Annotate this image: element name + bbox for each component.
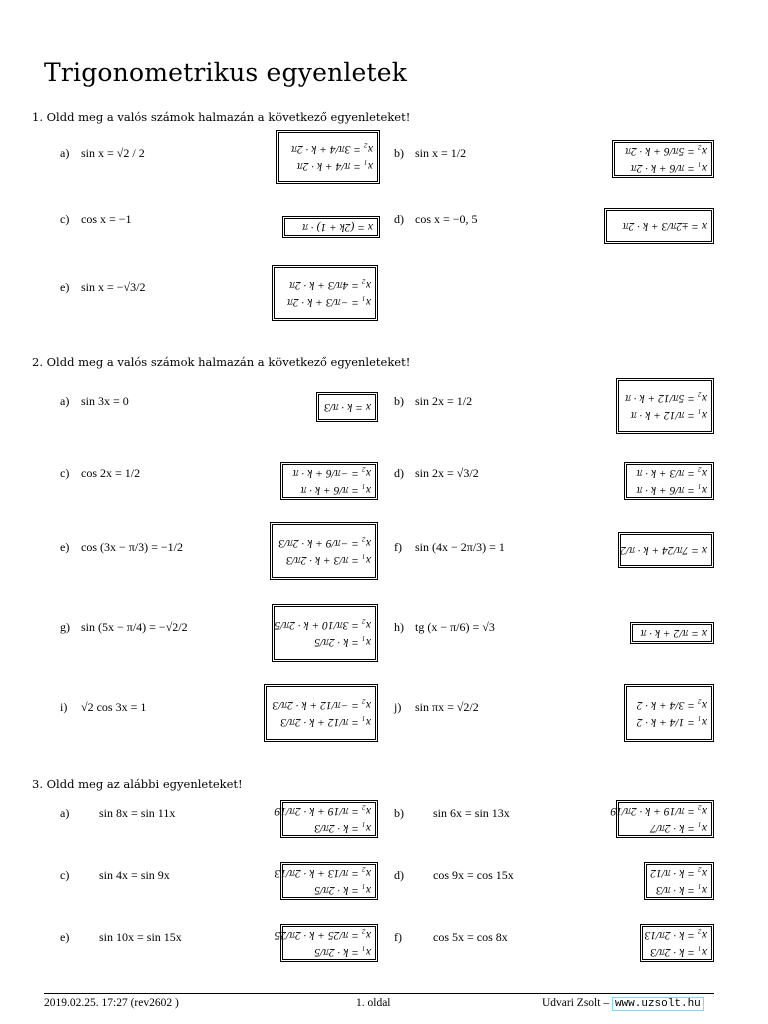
answer-line: x₂ = π/25 + k · 2π/25	[274, 929, 371, 941]
problem-label: e)	[60, 540, 70, 554]
problem-equation: sin 10x = sin 15x	[99, 930, 182, 944]
answer-line: x₂ = 4π/3 + k · 2π	[289, 279, 371, 291]
answer-box-3b	[610, 800, 714, 838]
answer-line: x₁ = π/3 + k · 2π/3	[285, 553, 371, 566]
answer-line: x₂ = 3π/4 + k · 2π	[291, 143, 373, 155]
answer-line: x₂ = π/19 + k · 2π/19	[274, 805, 371, 817]
problem-equation: √2 cos 3x = 1	[81, 700, 147, 714]
problem-label: f)	[394, 930, 402, 944]
answer-line: x = ±2π/3 + k · 2π	[622, 220, 707, 233]
problem-equation: sin 2x = 1/2	[415, 394, 473, 408]
problem-label: d)	[394, 466, 404, 480]
footer-website-link[interactable]: www.uzsolt.hu	[612, 997, 704, 1011]
problem-2c	[60, 466, 140, 481]
problem-label: a)	[60, 146, 70, 160]
problem-equation: cos (3x − π/3) = −1/2	[81, 540, 184, 554]
problem-equation: cos 2x = 1/2	[81, 466, 141, 480]
problem-label: j)	[394, 700, 402, 714]
answer-line: x₂ = −π/9 + k · 2π/3	[278, 537, 371, 549]
problem-2i	[60, 700, 146, 715]
problem-equation: sin 4x = sin 9x	[99, 868, 170, 882]
problem-2b	[394, 394, 472, 409]
answer-line: x₂ = 3/4 + k · 2	[636, 699, 707, 711]
problem-equation: sin (5x − π/4) = −√2/2	[81, 620, 188, 634]
answer-box-3f	[640, 924, 714, 962]
answer-line: x₂ = −π/6 + k · π	[292, 467, 371, 479]
problem-1c	[60, 212, 132, 227]
problem-3f	[394, 930, 508, 945]
answer-line: x₁ = π/12 + k · π	[630, 408, 707, 421]
problem-2f	[394, 540, 505, 555]
answer-line: x₁ = k · π/3	[655, 883, 707, 896]
footer-author-name: Udvari Zsolt –	[542, 997, 610, 1009]
problem-2h	[394, 620, 495, 635]
answer-line: x = π/2 + k · π	[640, 627, 707, 640]
problem-2d	[394, 466, 479, 481]
page-title: Trigonometrikus egyenletek	[44, 58, 408, 87]
answer-line: x₂ = π/13 + k · 2π/13	[274, 867, 371, 879]
problem-label: f)	[394, 540, 402, 554]
problem-1d	[394, 212, 478, 227]
problem-1b	[394, 146, 466, 161]
section-1-heading: 1. Oldd meg a valós számok halmazán a következő egyenleteket!	[32, 110, 411, 124]
answer-line: x₁ = k · 2π/5	[314, 635, 371, 648]
problem-3d	[394, 868, 514, 883]
problem-label: e)	[60, 280, 70, 294]
answer-line: x₂ = 5π/12 + k · π	[625, 392, 707, 404]
answer-line: x₁ = 1/4 + k · 2	[636, 715, 707, 728]
answer-line: x₁ = k · 2π/7	[650, 821, 707, 834]
answer-line: x₁ = −π/3 + k · 2π	[287, 295, 371, 308]
problem-3e	[60, 930, 182, 945]
answer-box-1e	[272, 265, 378, 321]
answer-line: x₂ = 3π/10 + k · 2π/5	[274, 619, 371, 631]
problem-equation: sin πx = √2/2	[415, 700, 479, 714]
footer-timestamp: 2019.02.25. 17:27 (rev2602 )	[44, 997, 179, 1009]
problem-equation: sin 2x = √3/2	[415, 466, 479, 480]
problem-3c	[60, 868, 170, 883]
answer-line: x₂ = 5π/6 + k · 2π	[625, 145, 707, 157]
problem-label: d)	[394, 868, 404, 882]
problem-label: d)	[394, 212, 404, 226]
answer-line: x = k · π/3	[323, 401, 371, 414]
problem-3b	[394, 806, 510, 821]
answer-line: x₁ = π/6 + k · π	[636, 483, 707, 496]
problem-label: b)	[394, 806, 404, 820]
problem-equation: cos 9x = cos 15x	[433, 868, 514, 882]
answer-box-2c	[280, 462, 378, 500]
answer-line: x₁ = k · 2π/3	[650, 945, 707, 958]
problem-equation: sin (4x − 2π/3) = 1	[415, 540, 505, 554]
problem-label: a)	[60, 806, 70, 820]
answer-line: x₂ = k · π/12	[650, 867, 707, 879]
section-3-heading: 3. Oldd meg az alábbi egyenleteket!	[32, 777, 243, 791]
problem-label: a)	[60, 394, 70, 408]
problem-equation: sin x = 1/2	[415, 146, 467, 160]
problem-equation: sin 6x = sin 13x	[433, 806, 510, 820]
footer-page-number: 1. oldal	[356, 997, 391, 1009]
section-2-heading: 2. Oldd meg a valós számok halmazán a következő egyenleteket!	[32, 355, 411, 369]
answer-line: x = 7π/24 + k · π/2	[620, 544, 707, 557]
answer-line: x₂ = π/19 + k · 2π/19	[610, 805, 707, 817]
problem-label: b)	[394, 146, 404, 160]
answer-box-2j	[624, 684, 714, 742]
answer-line: x₁ = π/6 + k · 2π	[630, 161, 707, 174]
answer-box-3e	[274, 924, 378, 962]
footer-divider	[44, 993, 714, 994]
problem-label: c)	[60, 868, 70, 882]
answer-line: x = (2k + 1) · π	[302, 221, 373, 234]
answer-box-2h	[630, 622, 714, 644]
answer-line: x₁ = π/12 + k · 2π/3	[280, 715, 371, 728]
answer-line: x₁ = k · 2π/5	[314, 883, 371, 896]
problem-equation: cos 5x = cos 8x	[433, 930, 508, 944]
problem-2g	[60, 620, 188, 635]
problem-2j	[394, 700, 479, 715]
answer-box-1c	[282, 216, 380, 238]
answer-line: x₁ = k · 2π/5	[314, 945, 371, 958]
answer-box-1b	[612, 140, 714, 178]
answer-box-2e	[270, 522, 378, 580]
problem-equation: sin x = −√3/2	[81, 280, 146, 294]
problem-2e	[60, 540, 183, 555]
problem-label: e)	[60, 930, 70, 944]
answer-line: x₂ = k · 2π/13	[644, 929, 707, 941]
problem-equation: sin 3x = 0	[81, 394, 129, 408]
problem-label: g)	[60, 620, 70, 634]
problem-1a	[60, 146, 145, 161]
problem-equation: sin x = √2 / 2	[81, 146, 145, 160]
answer-box-3d	[644, 862, 714, 900]
answer-box-3c	[274, 862, 378, 900]
answer-line: x₂ = π/3 + k · π	[636, 467, 707, 479]
answer-box-2i	[264, 684, 378, 742]
answer-line: x₂ = −π/12 + k · 2π/3	[272, 699, 371, 711]
answer-box-2b	[616, 378, 714, 434]
problem-label: c)	[60, 212, 70, 226]
problem-label: i)	[60, 700, 68, 714]
problem-equation: cos x = −1	[81, 212, 132, 226]
problem-2a	[60, 394, 129, 409]
answer-box-1a	[276, 130, 380, 184]
problem-3a	[60, 806, 175, 821]
problem-label: c)	[60, 466, 70, 480]
answer-box-3a	[274, 800, 378, 838]
problem-equation: cos x = −0, 5	[415, 212, 478, 226]
answer-box-2d	[624, 462, 714, 500]
answer-line: x₁ = k · 2π/3	[314, 821, 371, 834]
answer-box-1d	[604, 208, 714, 244]
problem-label: b)	[394, 394, 404, 408]
footer-author	[542, 997, 704, 1010]
answer-box-2g	[272, 604, 378, 662]
answer-box-2a	[316, 392, 378, 422]
answer-line: x₁ = π/4 + k · 2π	[296, 159, 373, 172]
answer-line: x₁ = π/6 + k · π	[300, 483, 371, 496]
answer-box-2f	[618, 532, 714, 568]
problem-label: h)	[394, 620, 404, 634]
problem-equation: tg (x − π/6) = √3	[415, 620, 495, 634]
problem-equation: sin 8x = sin 11x	[99, 806, 176, 820]
problem-1e	[60, 280, 145, 295]
